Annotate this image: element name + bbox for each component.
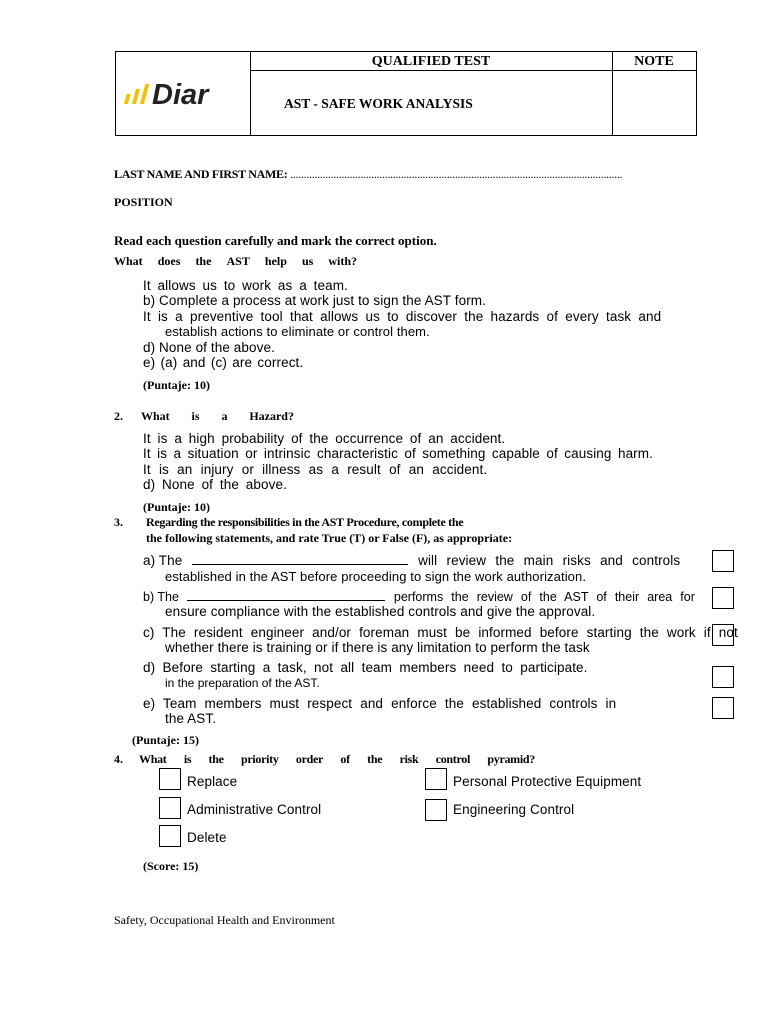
position-label: POSITION [114, 195, 173, 209]
engineering-control-label: Engineering Control [453, 802, 575, 817]
q3-b-tf-checkbox[interactable] [712, 587, 734, 609]
name-dots: ........................................................................................................................... [290, 167, 623, 181]
q2-number: 2. [114, 409, 123, 423]
q1-option: d) None of the above. [143, 340, 275, 355]
test-title: QUALIFIED TEST [371, 54, 491, 69]
q3-question-line2: the following statements, and rate True (T) or False (F), as appropriate: [146, 531, 513, 545]
q3-statement-a-cont: established in the AST before proceeding to sign the work authorization. [165, 569, 587, 584]
replace-checkbox[interactable] [159, 768, 181, 790]
q3-score: (Puntaje: 15) [132, 733, 199, 747]
q3-a-tf-checkbox[interactable] [712, 550, 734, 572]
diar-logo [122, 74, 246, 110]
engineering-control-checkbox[interactable] [425, 799, 447, 821]
q1-option: e) (a) and (c) are correct. [143, 355, 304, 370]
q3-statement-e: e) Team members must respect and enforce the established controls in [143, 696, 617, 711]
q4-number: 4. [114, 752, 123, 766]
q3-question-line1: Regarding the responsibilities in the AST Procedure, complete the [146, 515, 464, 529]
name-field [114, 167, 622, 182]
administrative-control-label: Administrative Control [187, 802, 322, 817]
q1-question: What does the AST help us with? [114, 254, 357, 268]
q1-option: It is a preventive tool that allows us to discover the hazards of every task and [143, 309, 662, 324]
footer-text: Safety, Occupational Health and Environment [114, 913, 335, 927]
header-table [115, 51, 697, 136]
ppe-label: Personal Protective Equipment [453, 774, 642, 789]
q1-score: (Puntaje: 10) [143, 378, 210, 392]
q1-option: establish actions to eliminate or control them. [165, 324, 430, 339]
name-label: LAST NAME AND FIRST NAME: [114, 167, 288, 181]
q3-statement-b-cont: ensure compliance with the established controls and give the approval. [165, 604, 596, 619]
q3-e-tf-checkbox[interactable] [712, 697, 734, 719]
q3-statement-c-cont: whether there is training or if there is any limitation to perform the task [165, 640, 590, 655]
q3-statement-d-cont: in the preparation of the AST. [165, 676, 320, 690]
q4-score: (Score: 15) [143, 859, 199, 873]
q3-b-answer-blank[interactable] [187, 589, 385, 601]
delete-label: Delete [187, 830, 227, 845]
logo-bars-icon [122, 84, 149, 104]
ppe-checkbox[interactable] [425, 768, 447, 790]
test-subtitle: AST - SAFE WORK ANALYSIS [284, 96, 473, 111]
note-label: NOTE [634, 54, 674, 69]
q2-question: What is a Hazard? [141, 409, 294, 423]
instructions: Read each question carefully and mark the correct option. [114, 233, 437, 248]
q3-statement-e-cont: the AST. [165, 711, 217, 726]
q3-number: 3. [114, 515, 123, 529]
q4-question: What is the priority order of the risk control pyramid? [139, 752, 535, 766]
q2-option: It is a situation or intrinsic characteristic of something capable of causing harm. [143, 446, 653, 461]
q2-option: d) None of the above. [143, 477, 287, 492]
q1-option: b) Complete a process at work just to sign the AST form. [143, 293, 486, 308]
logo-text: Diar [152, 79, 209, 110]
header-divider [250, 70, 696, 71]
q2-option: It is a high probability of the occurrence of an accident. [143, 431, 506, 446]
administrative-control-checkbox[interactable] [159, 797, 181, 819]
delete-checkbox[interactable] [159, 825, 181, 847]
q1-option: It allows us to work as a team. [143, 278, 348, 293]
replace-label: Replace [187, 774, 238, 789]
q3-d-tf-checkbox[interactable] [712, 666, 734, 688]
q3-a-answer-blank[interactable] [192, 553, 408, 565]
q3-statement-d: d) Before starting a task, not all team members need to participate. [143, 660, 588, 675]
q3-statement-b: b) The performs the review of the AST of their area for [143, 590, 695, 604]
q2-option: It is an injury or illness as a result of an accident. [143, 462, 488, 477]
q3-c-tf-checkbox[interactable] [712, 624, 734, 646]
q3-statement-a: a) The will review the main risks and controls [143, 553, 681, 568]
q2-score: (Puntaje: 10) [143, 500, 210, 514]
q3-statement-c: c) The resident engineer and/or foreman must be informed before starting the work if not [143, 625, 738, 640]
